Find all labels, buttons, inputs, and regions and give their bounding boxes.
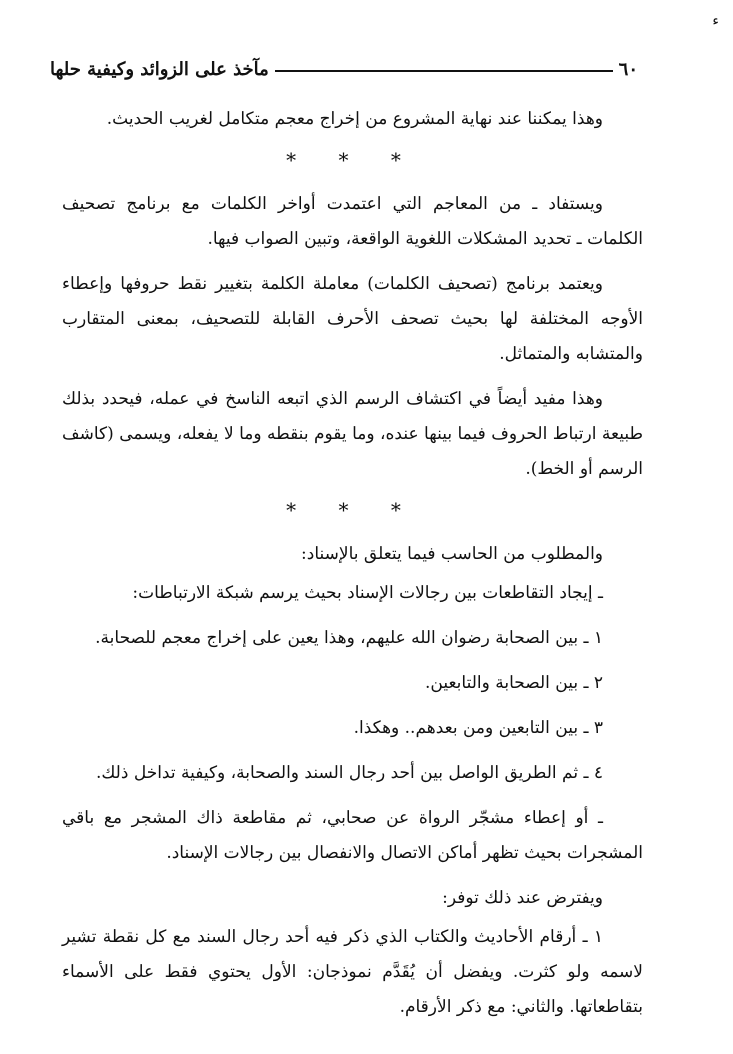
paragraph: ويفترض عند ذلك توفر: <box>442 888 603 908</box>
section-separator: * * * <box>286 148 419 172</box>
header-rule <box>275 70 613 72</box>
section-separator: * * * <box>286 498 419 522</box>
list-item: ـ أو إعطاء مشجّر الرواة عن صحابي، ثم مقاطعة ذاك المشجر مع باقي المشجرات بحيث تظهر أماكن الاتصال والانفصال بين رجالات الإسناد. <box>62 808 643 863</box>
paragraph: وهذا يمكننا عند نهاية المشروع من إخراج معجم متكامل لغريب الحديث. <box>106 109 603 129</box>
running-title: مآخذ على الزوائد وكيفية حلها <box>50 59 269 80</box>
list-item: ـ إيجاد التقاطعات بين رجالات الإسناد بحيث يرسم شبكة الارتباطات: <box>132 583 603 603</box>
list-item: ٤ ـ ثم الطريق الواصل بين أحد رجال السند والصحابة، وكيفية تداخل ذلك. <box>95 763 603 783</box>
paragraph: وهذا مفيد أيضاً في اكتشاف الرسم الذي اتبعه الناسخ في عمله، فيحدد بذلك طبيعة ارتباط الحروف فيما بينها عنده، وما يقوم بنقطه وما لا يفعله، ويسمى (كاشف الرسم أو الخط). <box>62 389 643 479</box>
corner-mark: ﺀ <box>712 13 719 29</box>
list-item: ١ ـ بين الصحابة رضوان الله عليهم، وهذا يعين على إخراج معجم للصحابة. <box>95 628 603 648</box>
page-header <box>50 44 638 80</box>
page-number: ٦٠ <box>618 59 638 80</box>
page-body <box>62 102 643 1025</box>
paragraph: والمطلوب من الحاسب فيما يتعلق بالإسناد: <box>301 544 603 564</box>
paragraph: ويستفاد ـ من المعاجم التي اعتمدت أواخر الكلمات مع برنامج تصحيف الكلمات ـ تحديد المشكلات اللغوية الواقعة، وتبين الصواب فيها. <box>62 194 643 249</box>
list-item: ٣ ـ بين التابعين ومن بعدهم.. وهكذا. <box>353 718 603 738</box>
list-item: ١ ـ أرقام الأحاديث والكتاب الذي ذكر فيه أحد رجال السند مع كل نقطة تشير لاسمه ولو كثرت. ويفضل أن يُقَدَّم نموذجان: الأول يحتوي فقط على الأسماء بتقاطعاتها. والثاني: مع ذكر الأرقام. <box>62 927 643 1017</box>
paragraph: ويعتمد برنامج (تصحيف الكلمات) معاملة الكلمة بتغيير نقط حروفها وإعطاء الأوجه المختلفة لها بحيث تصحف الأحرف القابلة للتصحيف، بمعنى المتقارب والمتشابه والمتماثل. <box>62 274 643 364</box>
list-item: ٢ ـ بين الصحابة والتابعين. <box>424 673 603 693</box>
